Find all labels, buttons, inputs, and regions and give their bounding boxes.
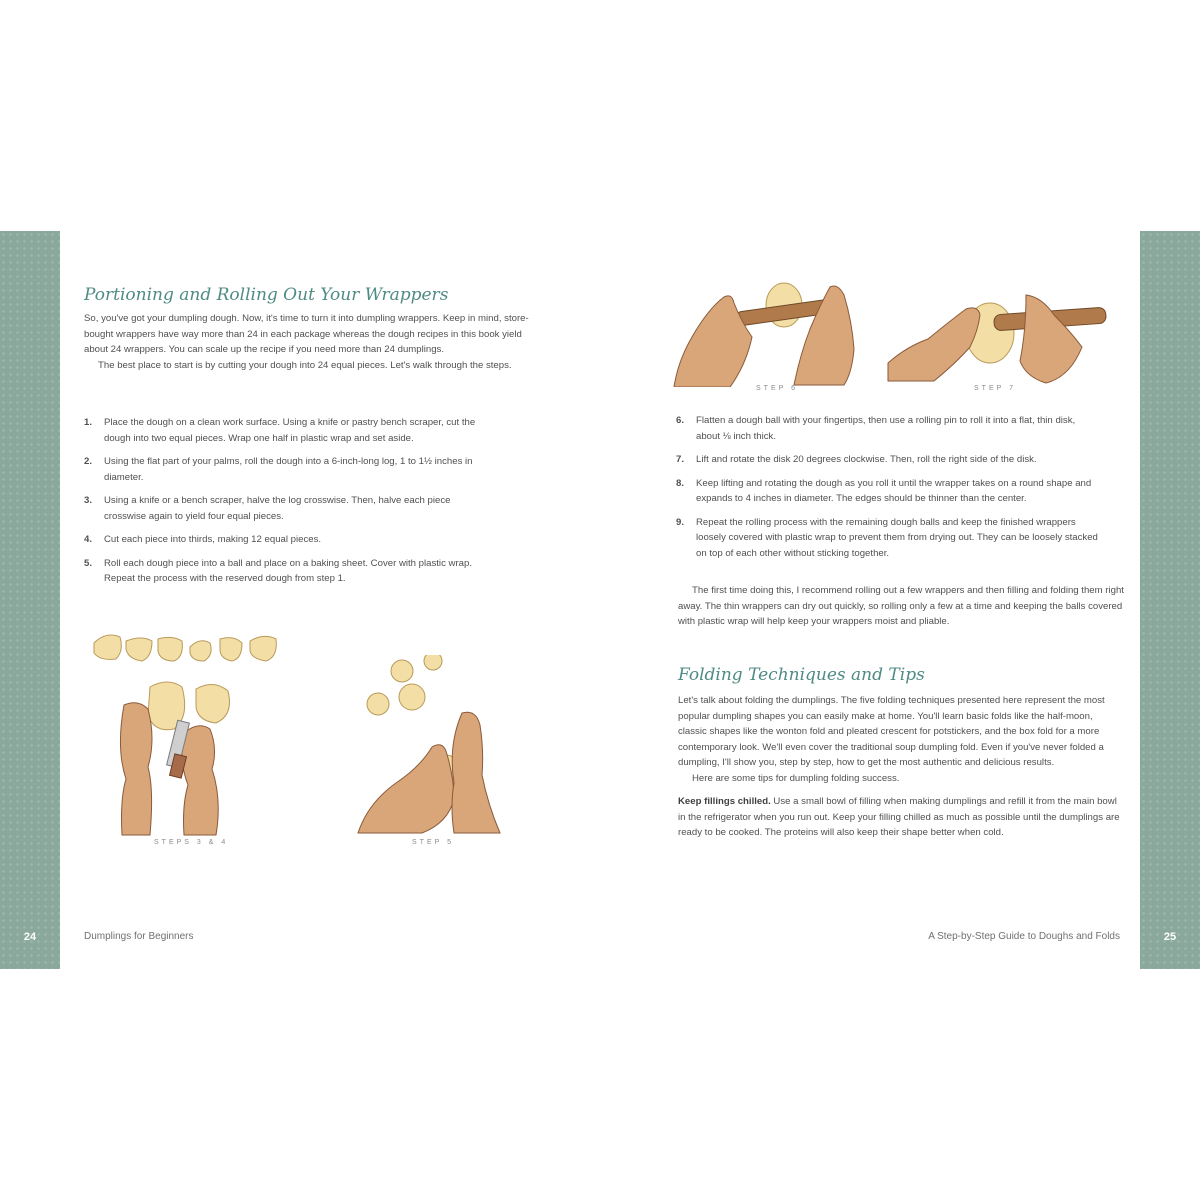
illustration-rolling-pin-step-7 xyxy=(886,291,1108,387)
tip-paragraph xyxy=(678,794,1124,841)
step-item xyxy=(676,452,1098,468)
illustration-cutting-dough xyxy=(86,629,316,837)
right-edge-band xyxy=(1140,231,1200,969)
step-number: 5. xyxy=(84,557,93,569)
page-number-right: 25 xyxy=(1163,931,1177,943)
steps-list-1-5 xyxy=(84,415,488,595)
step-item xyxy=(676,476,1098,507)
step-item xyxy=(84,454,488,485)
step-text: Roll each dough piece into a ball and place on a baking sheet. Cover with plastic wrap. Repeat the process with the reserved dough from step 1. xyxy=(104,557,472,584)
step-text: Repeat the rolling process with the remaining dough balls and keep the finished wrappers loosely covered with plastic wrap to prevent them from drying out. They can be loosely stacked on top of each other without sticking together. xyxy=(696,516,1098,559)
intro-text xyxy=(84,311,532,373)
folding-paragraph-2: Here are some tips for dumpling folding success. xyxy=(692,772,900,784)
step-number: 8. xyxy=(676,477,685,489)
illustration-rolling-balls xyxy=(350,655,526,837)
step-text: Using a knife or a bench scraper, halve the log crosswise. Then, halve each piece crosswise again to yield four equal pieces. xyxy=(104,495,451,522)
step-item xyxy=(676,413,1098,444)
section-heading-folding: Folding Techniques and Tips xyxy=(678,665,925,685)
step-number: 3. xyxy=(84,495,93,506)
step-number: 9. xyxy=(676,516,685,528)
section-heading-portioning: Portioning and Rolling Out Your Wrappers xyxy=(84,285,449,305)
after-steps-text xyxy=(678,583,1124,630)
running-head-right: A Step-by-Step Guide to Doughs and Folds xyxy=(928,931,1120,942)
running-head-left: Dumplings for Beginners xyxy=(84,931,194,942)
steps-list-6-9 xyxy=(676,413,1098,569)
folding-text xyxy=(678,693,1124,841)
caption-step-6: STEP 6 xyxy=(756,385,798,392)
left-page xyxy=(60,231,600,969)
step-number: 1. xyxy=(84,417,93,428)
caption-steps-3-4: STEPS 3 & 4 xyxy=(154,839,229,846)
caption-step-5: STEP 5 xyxy=(412,839,454,846)
page-number-left: 24 xyxy=(23,931,37,943)
illustration-rolling-pin-step-6 xyxy=(672,275,862,387)
step-text: Place the dough on a clean work surface. Using a knife or pastry bench scraper, cut the dough into two equal pieces. Wrap one half in plastic wrap and set aside. xyxy=(104,417,476,444)
book-spread xyxy=(0,231,1200,969)
tip-text: Use a small bowl of filling when making dumplings and refill it from the main bowl in the refrigerator when you run out. Keep your filling chilled as much as possible until the dumplings are ready to be cooked. The proteins will also keep their shape better when cold. xyxy=(678,796,1120,838)
caption-step-7: STEP 7 xyxy=(974,385,1016,392)
step-item xyxy=(84,532,488,548)
step-item xyxy=(84,493,488,524)
left-edge-band xyxy=(0,231,60,969)
right-page xyxy=(600,231,1140,969)
step-number: 2. xyxy=(84,456,93,467)
step-text: Keep lifting and rotating the dough as you roll it until the wrapper takes on a round shape and expands to 4 inches in diameter. The edges should be thinner than the center. xyxy=(696,477,1092,504)
step-number: 7. xyxy=(676,454,685,465)
intro-paragraph-2: The best place to start is by cutting your dough into 24 equal pieces. Let's walk through the steps. xyxy=(98,359,512,371)
folding-paragraph-1: Let's talk about folding the dumplings. The five folding techniques presented here represent the most popular dumpling shapes you can easily make at home. You'll learn basic folds like the half-moon, classic shapes like the wonton fold and pleated crescent for potstickers, and the box fold for a more contemporary look. We'll even cover the traditional soup dumpling fold. Even if you've never folded a dumpling, I'll show you, step by step, how to get the most authentic and delicious results. xyxy=(678,695,1105,768)
after-steps-paragraph: The first time doing this, I recommend rolling out a few wrappers and then filling and folding them right away. The thin wrappers can dry out quickly, so rolling only a few at a time and keeping the balls covered with plastic wrap will help keep your wrappers moist and pliable. xyxy=(678,585,1124,627)
intro-paragraph-1: So, you've got your dumpling dough. Now, it's time to turn it into dumpling wrappers. Keep in mind, store-bought wrappers have way more than 24 in each package whereas the dough recipes in this book yield about 24 wrappers. You can scale up the recipe if you need more than 24 dumplings. xyxy=(84,313,529,355)
step-text: Lift and rotate the disk 20 degrees clockwise. Then, roll the right side of the disk. xyxy=(696,454,1037,465)
step-text: Flatten a dough ball with your fingertips, then use a rolling pin to roll it into a flat, thin disk, about ⅛ inch thick. xyxy=(696,415,1076,442)
tip-label: Keep fillings chilled. xyxy=(678,796,771,807)
step-item xyxy=(676,515,1098,562)
step-text: Cut each piece into thirds, making 12 equal pieces. xyxy=(104,534,322,545)
step-number: 6. xyxy=(676,415,685,426)
step-item xyxy=(84,415,488,446)
step-item xyxy=(84,556,488,587)
step-text: Using the flat part of your palms, roll the dough into a 6-inch-long log, 1 to 1½ inches in diameter. xyxy=(104,456,473,483)
step-number: 4. xyxy=(84,534,93,545)
